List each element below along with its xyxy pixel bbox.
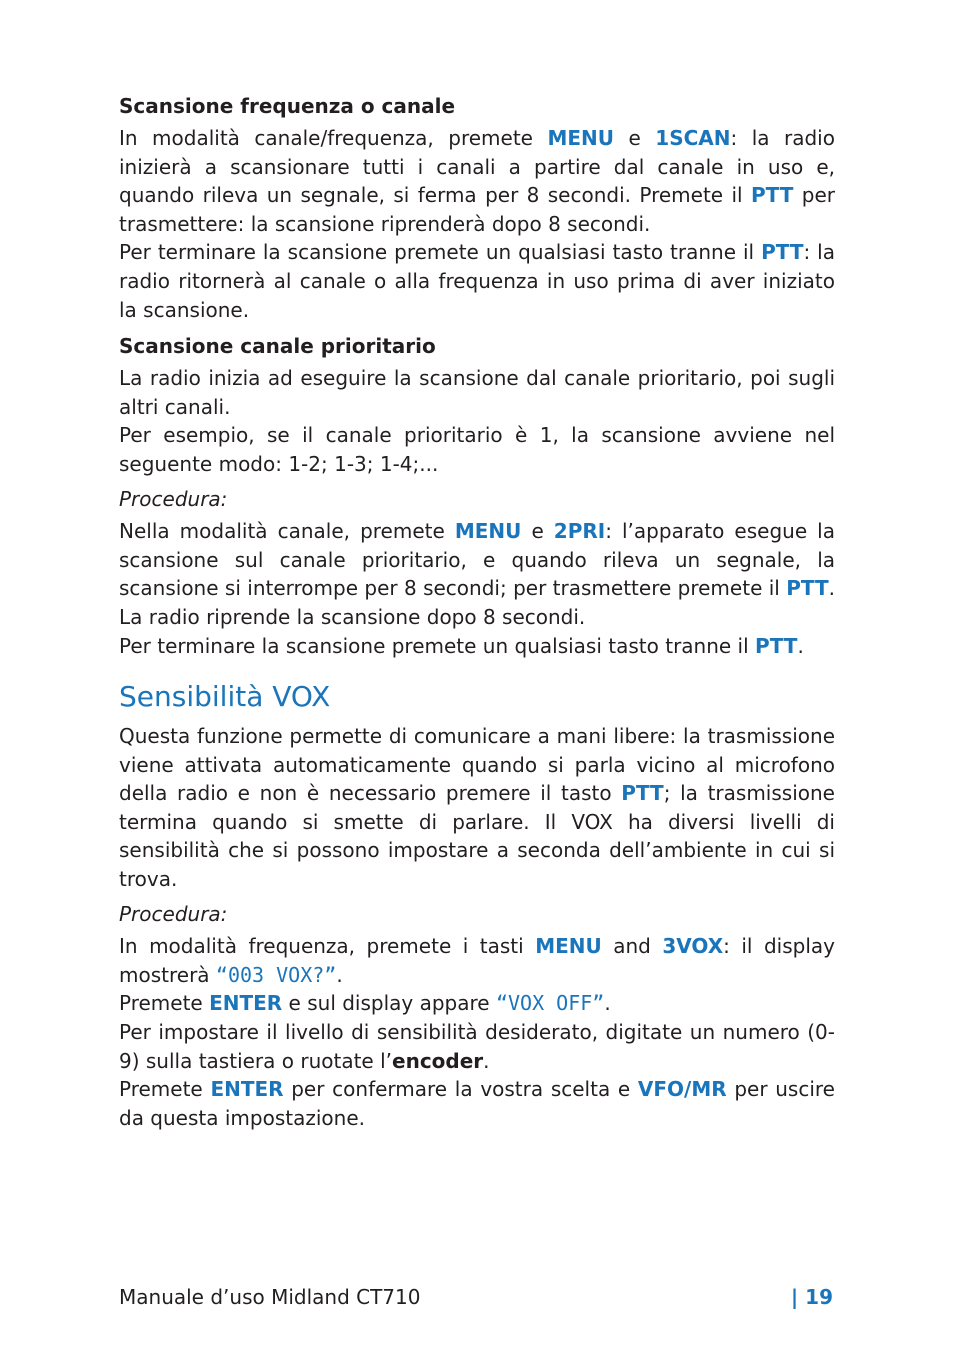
key-ptt: PTT [755,633,798,658]
display-readout: “VOX OFF” [495,991,605,1016]
footer-manual-title: Manuale d’uso Midland CT710 [119,1285,421,1309]
paragraph: La radio inizia ad eseguire la scansione dal canale prioritario, poi sugli altri canali. [119,366,835,419]
text: . [336,962,343,987]
paragraph [119,1018,835,1075]
key-ptt: PTT [621,781,664,806]
section-heading-frequency-scan: Scansione frequenza o canale [119,94,456,118]
text: : la radio ritornerà al canale o alla frequenza in uso prima di aver iniziato la scansione. [119,240,835,322]
text: . [483,1048,490,1073]
text: Per terminare la scansione premete un qualsiasi tasto tranne il [119,240,762,265]
text: e [614,126,656,150]
text: . [797,633,804,658]
text: per confermare la vostra scelta e [283,1077,638,1102]
text: Questa funzione permette di comunicare a mani libere: la trasmissione viene attivata automaticamente quando si parla vicino al microfono della radio e non è necessario premere il tasto [119,724,835,806]
paragraph [119,632,835,661]
page-number: | 19 [790,1285,833,1309]
text: : la radio inizierà a scansionare tutti i canali a partire dal canale in uso e, quando rileva un segnale, si ferma per 8 secondi. Premete il [119,126,835,208]
text: Premete [119,991,210,1016]
paragraph [119,517,835,631]
paragraph [119,932,835,989]
text: In modalità canale/frequenza, premete [119,126,548,150]
paragraph [119,124,835,238]
key-ptt: PTT [786,576,829,601]
text: In modalità frequenza, premete i tasti [119,934,536,959]
key-enter: ENTER [210,1077,284,1102]
text: ; la trasmissione termina quando si smette di parlare. Il VOX ha diversi livelli di sensibilità che si possono impostare a seconda dell’ambiente in cui si trova. [119,781,835,892]
paragraph: Per esempio, se il canale prioritario è 1, la scansione avviene nel seguente modo: 1-2; 1-3; 1-4;... [119,423,835,476]
key-menu: MENU [535,934,602,959]
text: and [601,934,663,959]
text: Per impostare il livello di sensibilità desiderato, digitate un numero (0-9) sulla tastiera o ruotate l’ [119,1020,835,1073]
display-readout: “003 VOX?” [215,962,337,987]
key-2pri: 2PRI [553,519,606,544]
text: e sul display appare [282,991,496,1016]
procedure-label: Procedura: [119,486,228,511]
text: Nella modalità canale, premete [119,519,455,544]
key-3vox: 3VOX [662,934,724,959]
text: : l’apparato esegue la scansione sul canale prioritario, e quando rileva un segnale, la scansione si interrompe per 8 secondi; per trasmettere premete il [119,519,835,601]
text: Premete [119,1077,211,1102]
key-1scan: 1SCAN [655,126,731,150]
text: per uscire da questa impostazione. [119,1077,835,1130]
key-menu: MENU [547,126,615,150]
section-title-vox: Sensibilità VOX [119,680,331,714]
paragraph [119,1075,835,1132]
text: . La radio riprende la scansione dopo 8 secondi. [119,576,835,629]
text: . [604,991,611,1016]
paragraph [119,722,835,894]
procedure-label: Procedura: [119,901,228,926]
section-heading-priority-scan: Scansione canale prioritario [119,334,436,359]
key-ptt: PTT [761,240,804,265]
paragraph [119,989,835,1018]
paragraph [119,238,835,324]
text: : il display mostrerà [119,934,835,987]
page-content [119,92,835,1132]
key-enter: ENTER [209,991,283,1016]
bold-term-encoder: encoder [392,1048,484,1073]
key-menu: MENU [454,519,522,544]
text: e [521,519,554,544]
text: Per terminare la scansione premete un qualsiasi tasto tranne il [119,633,756,658]
key-vfo-mr: VFO/MR [637,1077,727,1102]
text: per trasmettere: la scansione riprenderà dopo 8 secondi. [119,183,835,236]
key-ptt: PTT [750,183,794,208]
